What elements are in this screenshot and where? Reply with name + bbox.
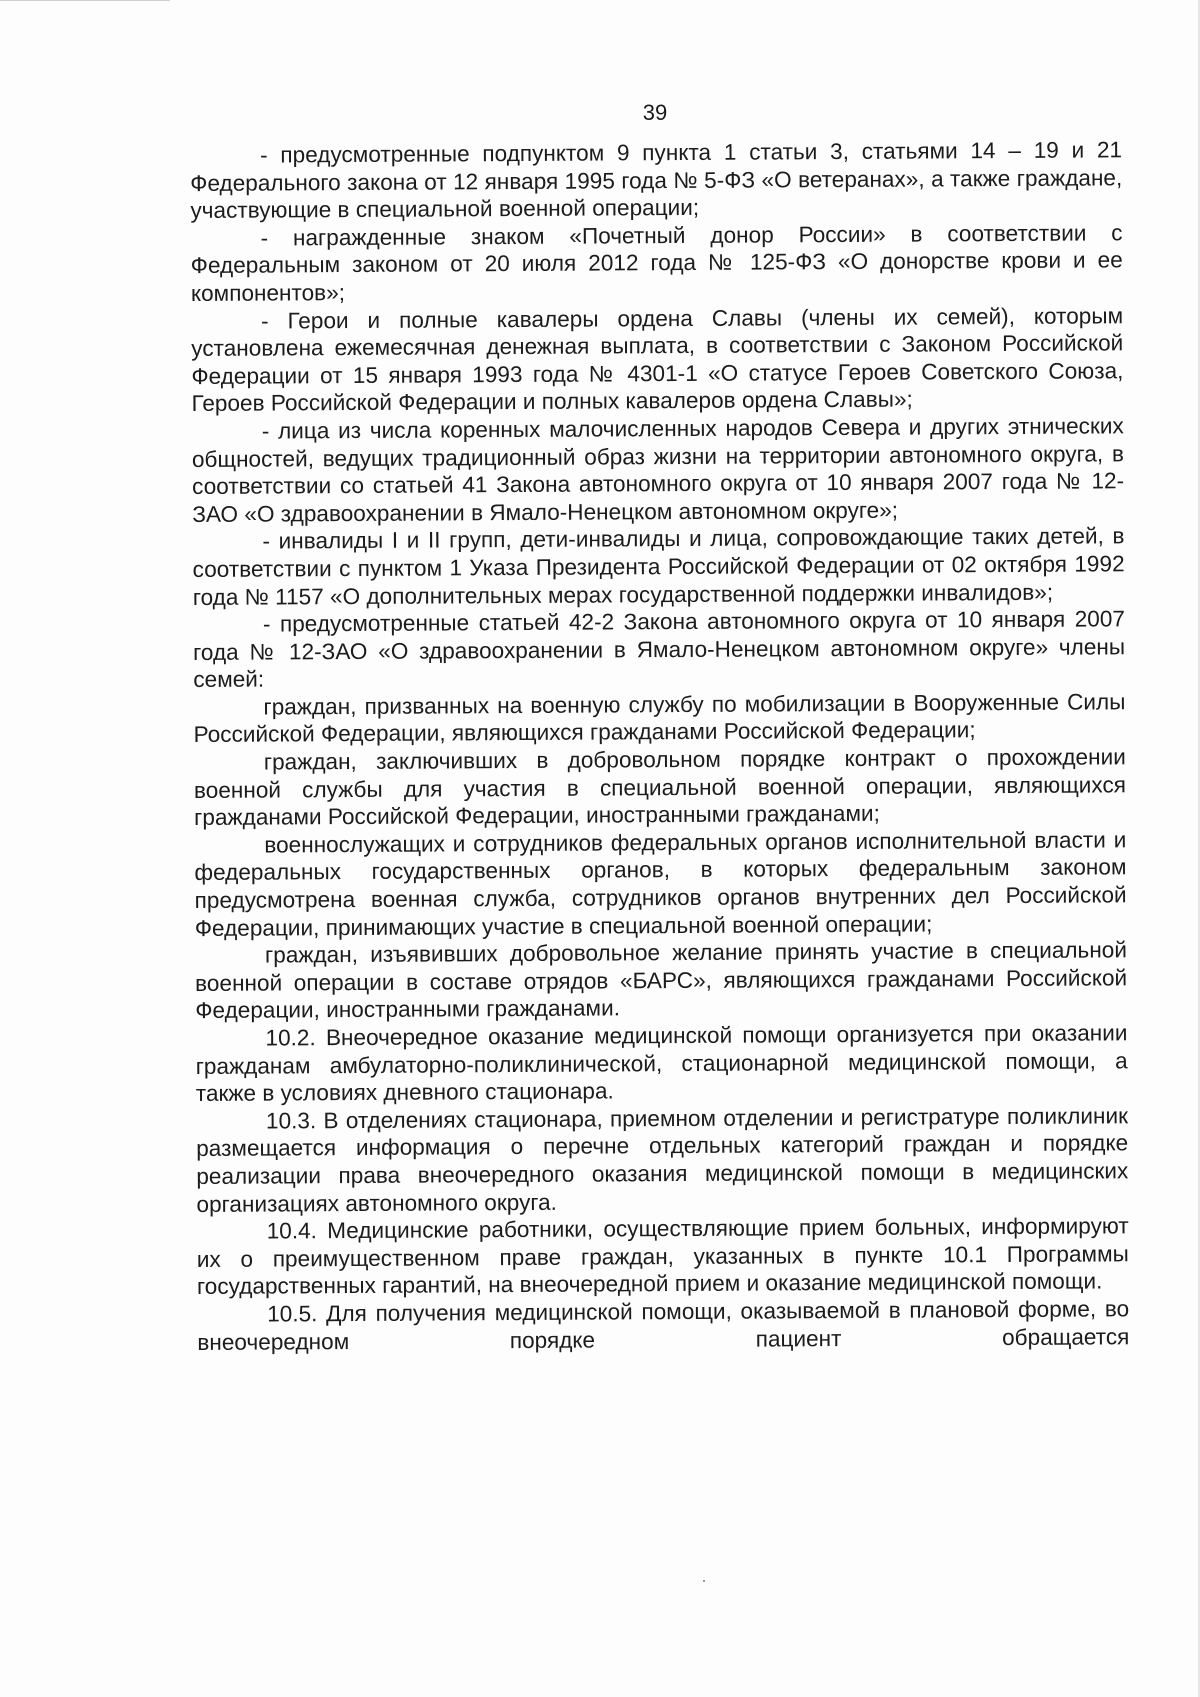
paragraph-servicemen: военнослужащих и сотрудников федеральных органов исполнительной власти и федеральных государственных органов, в которых федеральным законом предусмотрена военная служба, сотрудников органов внутренних дел Российской Федерации, принимающих участие в специальной военной операции;	[194, 827, 1127, 941]
paragraph-10-5: 10.5. Для получения медицинской помощи, оказываемой в плановой форме, во внеочередном порядке пациент обращается	[197, 1296, 1130, 1355]
paragraph-10-4: 10.4. Медицинские работники, осуществляющие прием больных, информируют их о преимущественном праве граждан, указанных в пункте 10.1 Программы государственных гарантий, на внеочередной прием и оказание медицинской помощи.	[196, 1213, 1129, 1300]
scan-edge-line	[0, 0, 170, 1]
document-body	[190, 136, 1129, 1356]
paragraph-10-3: 10.3. В отделениях стационара, приемном отделении и регистратуре поликлиник размещается информация о перечне отдельных категорий граждан и порядке реализации права внеочередного оказания медицинской помощи в медицинских организациях автономного округа.	[196, 1103, 1129, 1217]
paragraph-bars-volunteers: граждан, изъявивших добровольное желание принять участие в специальной военной операции в составе отрядов «БАРС», являющихся гражданами Российской Федерации, иностранными гражданами.	[195, 937, 1128, 1024]
paragraph-heroes: - Герои и полные кавалеры ордена Славы (члены их семей), которым установлена ежемесячная денежная выплата, в соответствии с Законом Российской Федерации от 15 января 1993 года № 4301-1 «О статусе Героев Советского Союза, Героев Российской Федерации и полных кавалеров ордена Славы»;	[191, 302, 1124, 417]
paragraph-10-2: 10.2. Внеочередное оказание медицинской помощи организуется при оказании гражданам амбулаторно-поликлинической, стационарной медицинской помощи, а также в условиях дневного стационара.	[195, 1020, 1128, 1107]
scan-speck	[703, 1580, 705, 1582]
paragraph-honorary-donor: - награжденные знаком «Почетный донор России» в соответствии с Федеральным законом от 20 июля 2012 года № 125-ФЗ «О донорстве крови и ее компонентов»;	[190, 220, 1123, 306]
page-number: 39	[642, 100, 668, 125]
paragraph-indigenous-peoples: - лица из числа коренных малочисленных народов Севера и других этнических общностей, ведущих традиционный образ жизни на территории автономного округа, в соответствии со статьей 41 Закона автономного округа от 10 января 2007 года № 12-ЗАО «О здравоохранении в Ямало-Ненецком автономном округе»;	[191, 413, 1125, 527]
paragraph-contract: граждан, заключивших в добровольном порядке контракт о прохождении военной службы для участия в специальной военной операции, являющихся гражданами Российской Федерации, иностранными гражданами;	[193, 744, 1127, 831]
paragraph-disabled: - инвалиды I и II групп, дети-инвалиды и лица, сопровождающие таких детей, в соответствии с пунктом 1 Указа Президента Российской Федерации от 02 октября 1992 года № 1157 «О дополнительных мерах государственной поддержки инвалидов»;	[192, 523, 1125, 610]
paragraph-mobilized: граждан, призванных на военную службу по мобилизации в Вооруженные Силы Российской Федерации, являющихся гражданами Российской Федерации;	[193, 689, 1126, 748]
paragraph-family-members: - предусмотренные статьей 42-2 Закона автономного округа от 10 января 2007 года № 12-ЗАО «О здравоохранении в Ямало-Ненецком автономном округе» члены семей:	[193, 606, 1126, 693]
paragraph-veterans: - предусмотренные подпунктом 9 пункта 1 статьи 3, статьями 14 – 19 и 21 Федерального закона от 12 января 1995 года № 5-ФЗ «О ветеранах», а также граждане, участвующие в специальной военной операции;	[190, 137, 1123, 224]
